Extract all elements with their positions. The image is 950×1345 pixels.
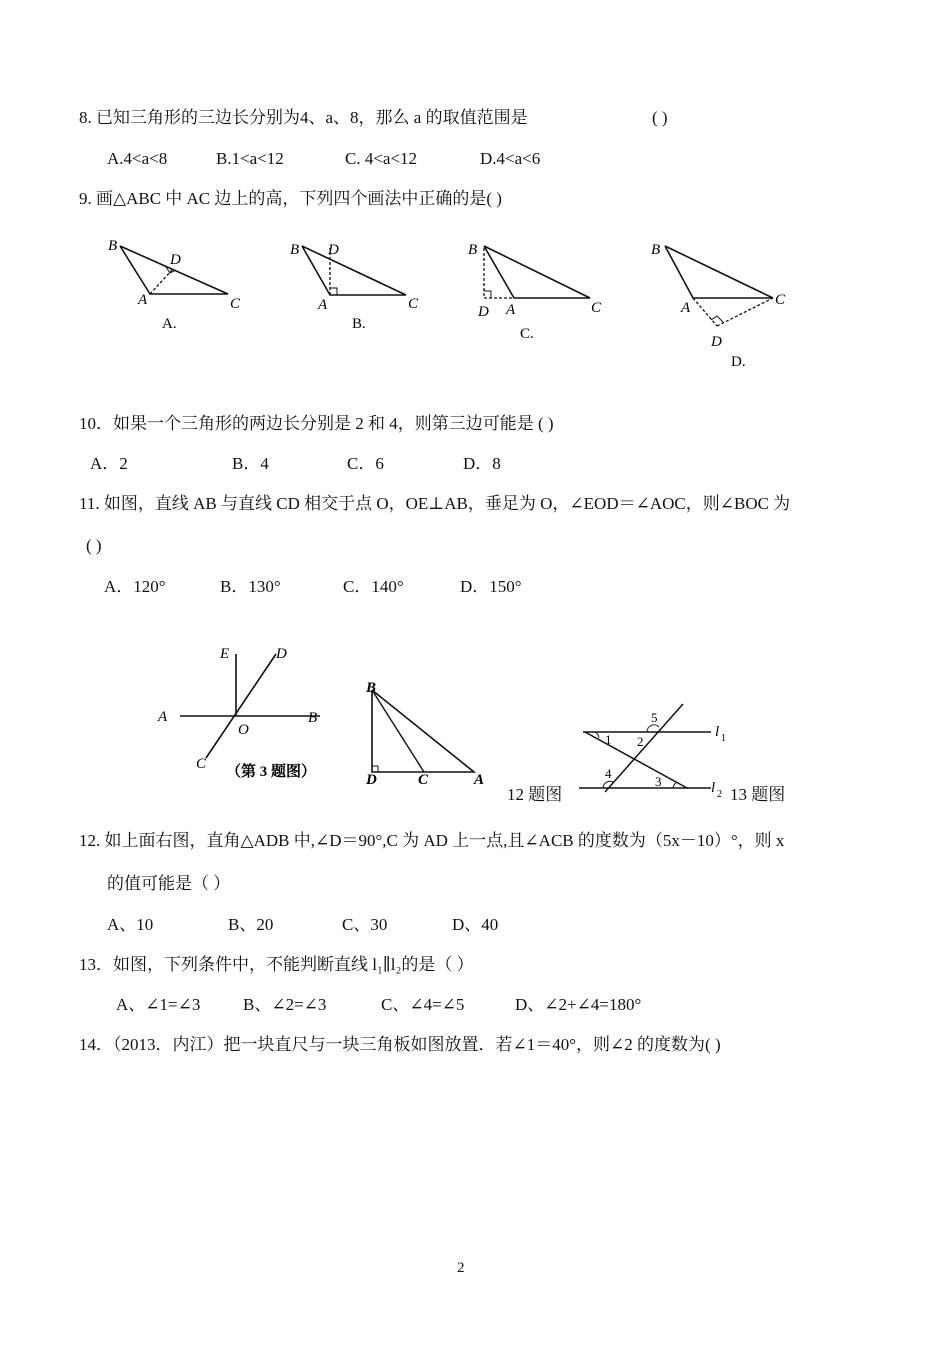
par-label-l2-sub: 2 xyxy=(717,789,722,800)
q9c-label-b: B xyxy=(468,242,478,258)
q9a-label-d: D xyxy=(170,252,181,268)
q9a-label-a: A xyxy=(138,292,148,308)
par-label-2: 2 xyxy=(637,734,644,749)
q9c-label-d: D xyxy=(478,304,489,320)
fig-left-caption: （第 3 题图） xyxy=(226,764,317,780)
q9b-caption: B. xyxy=(352,316,366,332)
par-label-1: 1 xyxy=(605,732,612,747)
q9b-label-c: C xyxy=(408,296,419,312)
q9c-caption: C. xyxy=(520,326,534,342)
caption-12: 12 题图 xyxy=(507,785,563,804)
q12-option-c: C、30 xyxy=(342,915,388,934)
q9b-label-d: D xyxy=(328,242,339,258)
q10-stem: 10．如果一个三角形的两边长分别是 2 和 4，则第三边可能是 ( ) xyxy=(79,414,554,433)
q9-stem: 9. 画△ABC 中 AC 边上的高，下列四个画法中正确的是( ) xyxy=(79,189,502,208)
q11-option-b: B．130° xyxy=(220,577,281,596)
q10-option-d: D．8 xyxy=(463,454,501,473)
q12-option-d: D、40 xyxy=(452,915,499,934)
par-label-l1-sub: 1 xyxy=(721,733,726,744)
q8-stem: 8. 已知三角形的三边长分别为4、a、8，那么 a 的取值范围是 xyxy=(79,108,528,127)
fig-label-e: E xyxy=(220,646,230,662)
tri-label-c: C xyxy=(418,772,429,788)
q9a-label-b: B xyxy=(108,238,118,254)
q10-option-c: C．6 xyxy=(347,454,384,473)
q12-option-b: B、20 xyxy=(228,915,274,934)
q11-option-a: A．120° xyxy=(104,577,166,596)
q11-option-d: D．150° xyxy=(460,577,522,596)
q11-paren: ( ) xyxy=(86,536,102,555)
q13-option-b: B、∠2=∠3 xyxy=(243,995,327,1014)
q12-stem: 12. 如上面右图，直角△ADB 中,∠D＝90°,C 为 AD 上一点,且∠ACB 的度数为（5x－10）°，则 x xyxy=(79,831,785,850)
par-label-l1: l xyxy=(715,724,720,740)
par-label-4: 4 xyxy=(605,766,612,781)
tri-label-b: B xyxy=(366,680,377,696)
q9c-label-a: A xyxy=(506,302,516,318)
q11-figure-lines xyxy=(150,640,340,790)
q9d-label-d: D xyxy=(711,334,722,350)
q13-option-d: D、∠2+∠4=180° xyxy=(515,995,642,1014)
q13-figure-parallel xyxy=(575,700,735,805)
q9-figure-c xyxy=(460,232,620,347)
q13-option-c: C、∠4=∠5 xyxy=(381,995,465,1014)
q8-paren: ( ) xyxy=(652,108,668,127)
q10-option-b: B．4 xyxy=(232,454,269,473)
q11-option-c: C．140° xyxy=(343,577,404,596)
q8-option-a: A.4<a<8 xyxy=(107,149,168,168)
q11-stem: 11. 如图，直线 AB 与直线 CD 相交于点 O，OE⊥AB，垂足为 O，∠EOD＝∠AOC，则∠BOC 为 xyxy=(79,494,791,513)
q10-option-a: A．2 xyxy=(90,454,128,473)
tri-label-d: D xyxy=(366,772,377,788)
q14-stem: 14．（2013．内江）把一块直尺与一块三角板如图放置．若∠1＝40°，则∠2 的度数为( ) xyxy=(79,1035,721,1054)
q8-option-b: B.1<a<12 xyxy=(216,149,284,168)
par-label-l2: l xyxy=(711,780,716,796)
q12-stem2: 的值可能是（ ） xyxy=(107,874,231,893)
q9a-label-c: C xyxy=(230,296,241,312)
q9-figure-d xyxy=(645,232,805,372)
par-label-3: 3 xyxy=(655,774,662,789)
q9b-label-a: A xyxy=(318,297,328,313)
q12-option-a: A、10 xyxy=(107,915,154,934)
q9-figure-b xyxy=(282,232,432,342)
par-label-5: 5 xyxy=(651,710,658,725)
page-number: 2 xyxy=(457,1260,465,1276)
q8-option-d: D.4<a<6 xyxy=(480,149,541,168)
fig-label-b: B xyxy=(308,710,318,726)
q9d-caption: D. xyxy=(731,354,746,370)
q9d-label-c: C xyxy=(775,292,786,308)
fig-label-o: O xyxy=(238,722,249,738)
q9d-label-a: A xyxy=(681,300,691,316)
q9d-label-b: B xyxy=(651,242,661,258)
q9b-label-b: B xyxy=(290,242,300,258)
fig-label-a: A xyxy=(158,709,168,725)
q13-option-a: A、∠1=∠3 xyxy=(116,995,201,1014)
fig-label-c: C xyxy=(196,756,207,772)
caption-13: 13 题图 xyxy=(730,785,786,804)
fig-label-d: D xyxy=(276,646,287,662)
q13-stem: 13．如图，下列条件中，不能判断直线 l₁∥l₂的是（ ） xyxy=(79,955,474,974)
q9c-label-c: C xyxy=(591,300,602,316)
q9-figure-a xyxy=(100,232,260,342)
q9a-caption: A. xyxy=(162,316,177,332)
q12-figure-triangle xyxy=(360,680,490,790)
tri-label-a: A xyxy=(474,772,485,788)
q8-option-c: C. 4<a<12 xyxy=(345,149,418,168)
